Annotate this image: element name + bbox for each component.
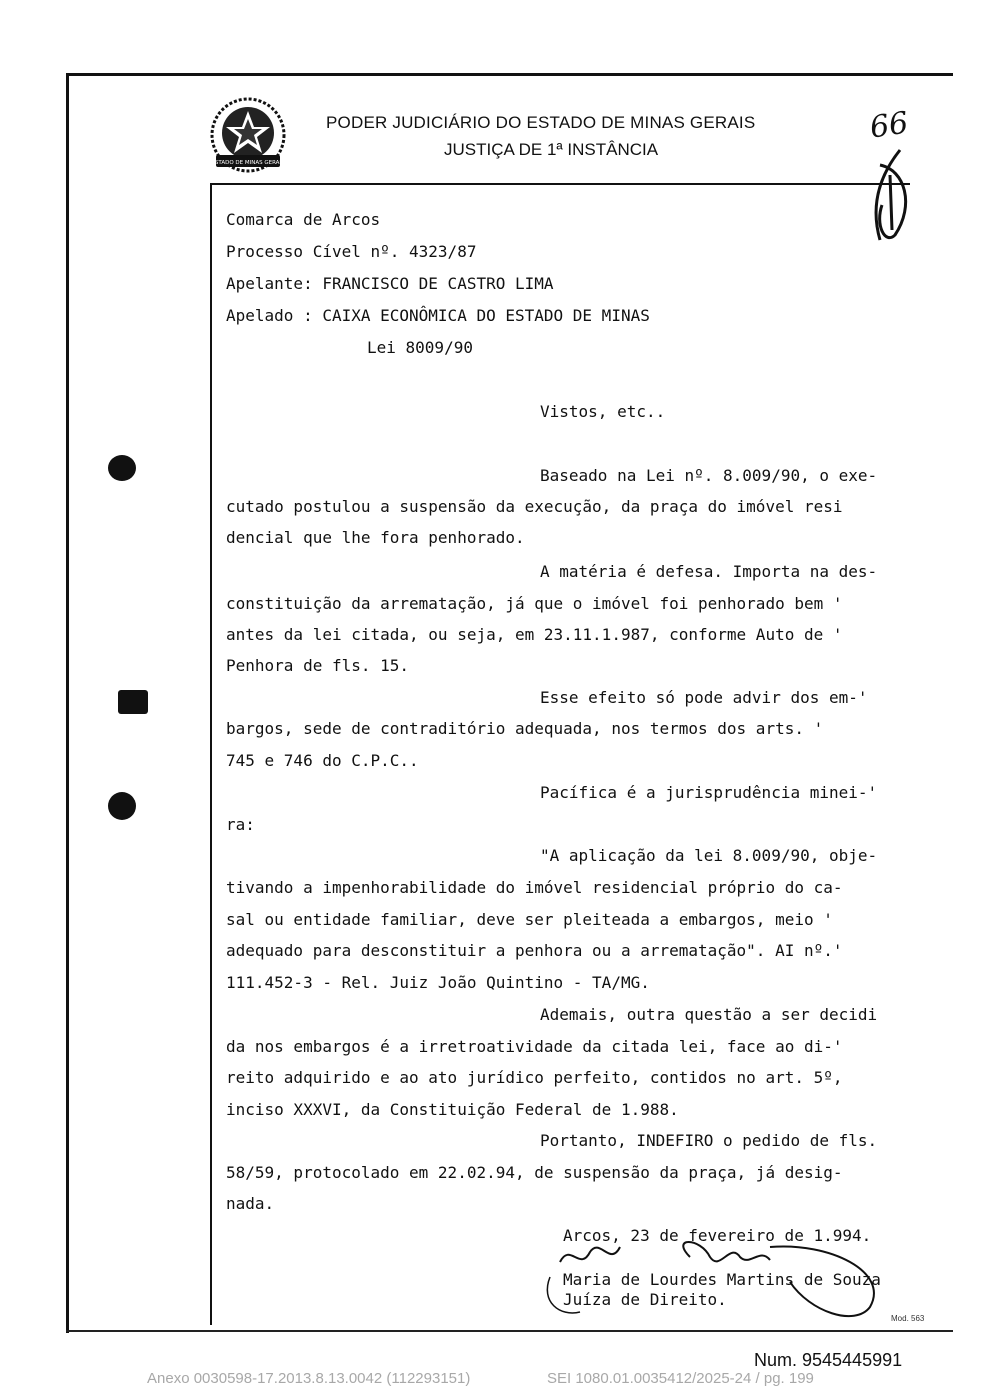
apelado-line: Apelado : CAIXA ECONÔMICA DO ESTADO DE MINAS [226,306,650,325]
body-line: Pacífica é a jurisprudência minei-' [540,783,878,802]
page-frame-left [66,73,69,1333]
body-line: Penhora de fls. 15. [226,656,410,675]
body-line: dencial que lhe fora penhorado. [226,528,525,547]
body-line: inciso XXXVI, da Constituição Federal de 1.988. [226,1100,679,1119]
apelante-line: Apelante: FRANCISCO DE CASTRO LIMA [226,274,554,293]
body-line: bargos, sede de contraditório adequada, nos termos dos arts. ' [226,719,824,738]
date-line: Arcos, 23 de fevereiro de 1.994. [563,1226,872,1245]
document-number: Num. 9545445991 [754,1350,903,1370]
quote-line: sal ou entidade familiar, deve ser pleiteada a embargos, meio ' [226,910,833,929]
text-frame-top [210,183,910,185]
quote-line: tivando a impenhorabilidade do imóvel residencial próprio do ca- [226,878,843,897]
processo-line: Processo Cível nº. 4323/87 [226,242,477,261]
text-frame-left [210,183,212,1325]
body-line: Ademais, outra questão a ser decidi [540,1005,878,1024]
punch-hole-mark [108,792,136,820]
vistos-line: Vistos, etc.. [540,402,666,421]
handwritten-initials-icon [860,145,920,255]
body-line: nada. [226,1194,275,1213]
quote-line: adequado para desconstituir a penhora ou a arrematação". AI nº.' [226,941,843,960]
body-line: cutado postulou a suspensão da execução, da praça do imóvel resi [226,497,843,516]
seal-ribbon-text: ESTADO DE MINAS GERAIS [211,160,285,166]
body-line: A matéria é defesa. Importa na des- [540,562,878,581]
annex-reference: Anexo 0030598-17.2013.8.13.0042 (112293151) [147,1370,471,1387]
coat-of-arms-seal-icon [206,95,290,179]
body-line: da nos embargos é a irretroatividade da citada lei, face ao di-' [226,1037,843,1056]
comarca-line: Comarca de Arcos [226,210,381,229]
body-line: ra: [226,815,255,834]
body-line: 58/59, protocolado em 22.02.94, de suspensão da praça, já desig- [226,1163,843,1182]
signer-name: Maria de Lourdes Martins de Souza [563,1270,881,1289]
body-line: reito adquirido e ao ato jurídico perfeito, contidos no art. 5º, [226,1068,843,1087]
citation-line: 111.452-3 - Rel. Juiz João Quintino - TA/MG. [226,973,650,992]
body-line: antes da lei citada, ou seja, em 23.11.1.987, conforme Auto de ' [226,625,843,644]
form-code: Mod. 563 [891,1314,925,1323]
signer-title: Juíza de Direito. [563,1290,727,1309]
page-frame-bottom [66,1330,953,1332]
body-line: Esse efeito só pode advir dos em-' [540,688,868,707]
body-line: constituição da arrematação, já que o imóvel foi penhorado bem ' [226,594,843,613]
lei-line: Lei 8009/90 [367,338,473,357]
quote-line: "A aplicação da lei 8.009/90, obje- [540,846,878,865]
body-line: Baseado na Lei nº. 8.009/90, o exe- [540,466,878,485]
punch-hole-mark [108,455,136,481]
body-line: 745 e 746 do C.P.C.. [226,751,419,770]
folio-number-handwritten: 66 [867,105,911,146]
instance-heading: JUSTIÇA DE 1ª INSTÂNCIA [444,140,659,159]
page-frame-top [66,73,953,76]
punch-hole-mark [118,690,148,714]
sei-reference: SEI 1080.01.0035412/2025-24 / pg. 199 [547,1370,814,1387]
court-heading: PODER JUDICIÁRIO DO ESTADO DE MINAS GERAIS [326,113,756,132]
body-line: Portanto, INDEFIRO o pedido de fls. [540,1131,878,1150]
